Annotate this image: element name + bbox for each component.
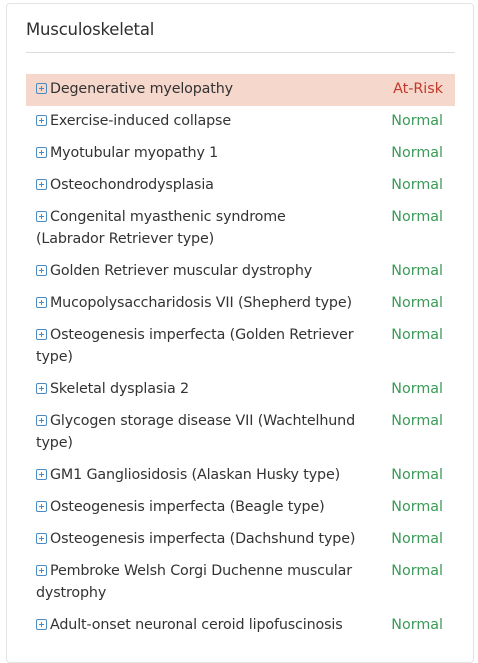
- condition-name-cell: [36, 292, 387, 314]
- status-normal: Normal: [391, 327, 443, 343]
- musculoskeletal-card: [6, 3, 474, 663]
- condition-row[interactable]: [26, 524, 455, 556]
- condition-row[interactable]: [26, 406, 455, 460]
- condition-row[interactable]: [26, 556, 455, 610]
- status-normal: Normal: [391, 467, 443, 483]
- condition-name[interactable]: Osteochondrodysplasia: [50, 177, 214, 193]
- condition-name[interactable]: Mucopolysaccharidosis VII (Shepherd type): [50, 295, 352, 311]
- condition-row[interactable]: [26, 170, 455, 202]
- condition-name[interactable]: Congenital myasthenic syndrome (Labrador Retriever type): [36, 209, 286, 247]
- condition-name[interactable]: Osteogenesis imperfecta (Beagle type): [50, 499, 325, 515]
- condition-row[interactable]: [26, 492, 455, 524]
- condition-name[interactable]: Glycogen storage disease VII (Wachtelhund type): [36, 413, 356, 451]
- section-divider: [26, 52, 455, 53]
- status-normal: Normal: [391, 113, 443, 129]
- condition-name-cell: [36, 614, 387, 636]
- condition-list: [26, 74, 455, 642]
- condition-name-cell: [36, 560, 387, 604]
- condition-name[interactable]: Degenerative myelopathy: [50, 81, 233, 97]
- condition-row[interactable]: [26, 74, 455, 106]
- condition-name-cell: [36, 206, 387, 250]
- expand-icon[interactable]: [36, 211, 47, 222]
- condition-row[interactable]: [26, 460, 455, 492]
- status-normal: Normal: [391, 617, 443, 633]
- status-normal: Normal: [391, 145, 443, 161]
- condition-name[interactable]: Skeletal dysplasia 2: [50, 381, 189, 397]
- condition-name[interactable]: Exercise-induced collapse: [50, 113, 231, 129]
- condition-name-cell: [36, 110, 387, 132]
- condition-name-cell: [36, 142, 387, 164]
- condition-row[interactable]: [26, 202, 455, 256]
- condition-name-cell: [36, 78, 387, 100]
- condition-row[interactable]: [26, 288, 455, 320]
- condition-name-cell: [36, 174, 387, 196]
- condition-row[interactable]: [26, 374, 455, 406]
- condition-name-cell: [36, 260, 387, 282]
- expand-icon[interactable]: [36, 383, 47, 394]
- condition-name[interactable]: Adult-onset neuronal ceroid lipofuscinosis: [50, 617, 343, 633]
- expand-icon[interactable]: [36, 115, 47, 126]
- expand-icon[interactable]: [36, 265, 47, 276]
- section-title: Musculoskeletal: [26, 20, 155, 39]
- condition-name[interactable]: Osteogenesis imperfecta (Dachshund type): [50, 531, 356, 547]
- condition-name-cell: [36, 496, 387, 518]
- expand-icon[interactable]: [36, 565, 47, 576]
- condition-name[interactable]: Golden Retriever muscular dystrophy: [50, 263, 313, 279]
- status-normal: Normal: [391, 177, 443, 193]
- status-normal: Normal: [391, 381, 443, 397]
- status-normal: Normal: [391, 413, 443, 429]
- condition-row[interactable]: [26, 256, 455, 288]
- status-at-risk: At-Risk: [393, 81, 443, 97]
- condition-name-cell: [36, 464, 387, 486]
- condition-row[interactable]: [26, 320, 455, 374]
- status-normal: Normal: [391, 531, 443, 547]
- expand-icon[interactable]: [36, 297, 47, 308]
- expand-icon[interactable]: [36, 469, 47, 480]
- condition-name[interactable]: Pembroke Welsh Corgi Duchenne muscular dystrophy: [36, 563, 352, 601]
- condition-row[interactable]: [26, 106, 455, 138]
- condition-name[interactable]: GM1 Gangliosidosis (Alaskan Husky type): [50, 467, 341, 483]
- expand-icon[interactable]: [36, 501, 47, 512]
- status-normal: Normal: [391, 263, 443, 279]
- status-normal: Normal: [391, 499, 443, 515]
- condition-name-cell: [36, 410, 387, 454]
- condition-row[interactable]: [26, 138, 455, 170]
- condition-name[interactable]: Myotubular myopathy 1: [50, 145, 219, 161]
- status-normal: Normal: [391, 295, 443, 311]
- expand-icon[interactable]: [36, 329, 47, 340]
- condition-name-cell: [36, 324, 387, 368]
- expand-icon[interactable]: [36, 533, 47, 544]
- expand-icon[interactable]: [36, 619, 47, 630]
- expand-icon[interactable]: [36, 179, 47, 190]
- status-normal: Normal: [391, 209, 443, 225]
- status-normal: Normal: [391, 563, 443, 579]
- condition-name[interactable]: Osteogenesis imperfecta (Golden Retriever type): [36, 327, 354, 365]
- condition-name-cell: [36, 528, 387, 550]
- expand-icon[interactable]: [36, 83, 47, 94]
- expand-icon[interactable]: [36, 147, 47, 158]
- condition-name-cell: [36, 378, 387, 400]
- condition-row[interactable]: [26, 610, 455, 642]
- expand-icon[interactable]: [36, 415, 47, 426]
